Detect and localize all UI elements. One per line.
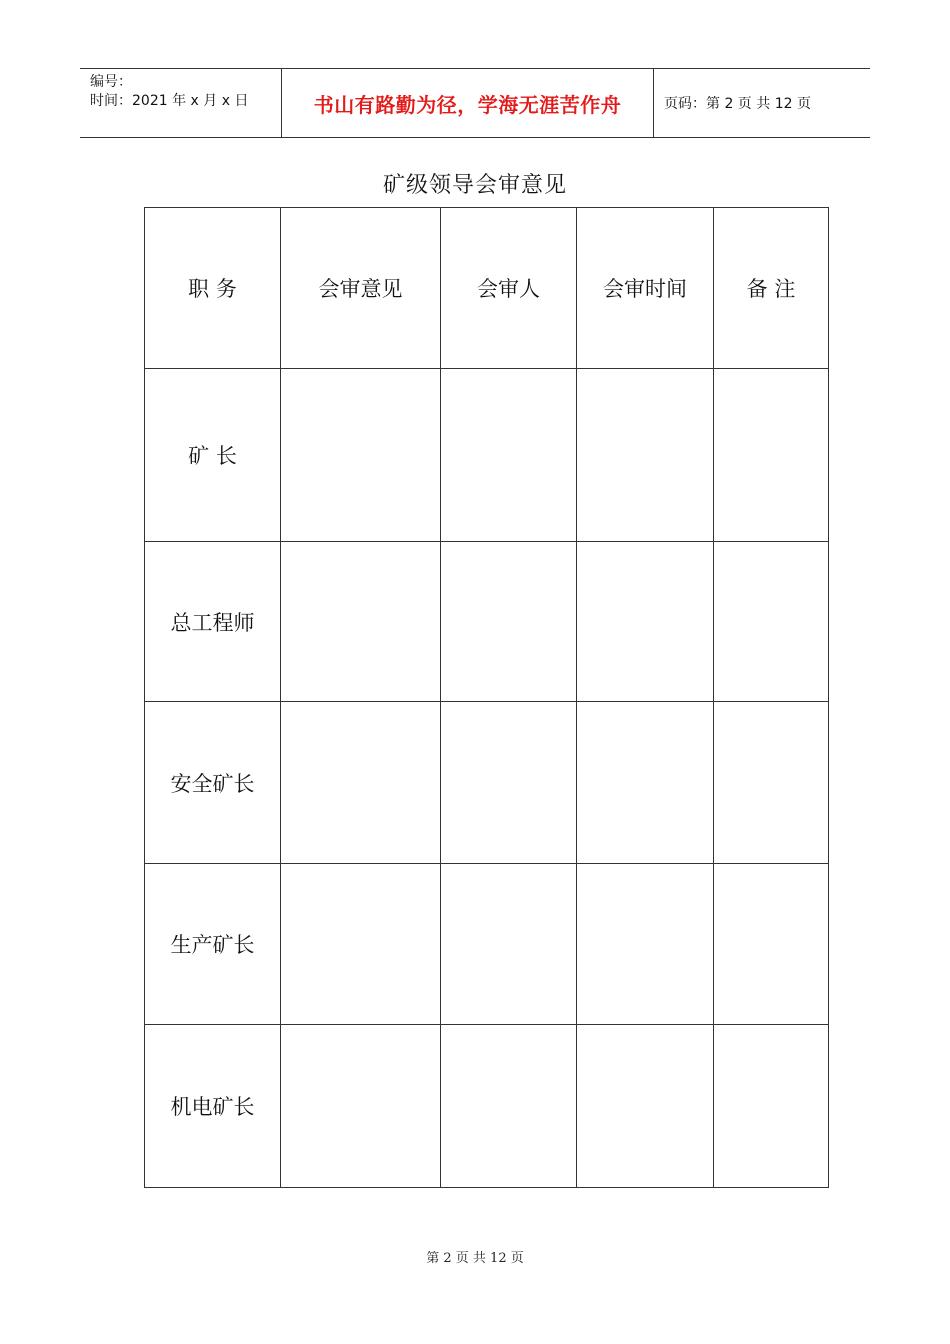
header-cell-position: 职 务 (145, 208, 281, 369)
role-cell: 生产矿长 (145, 864, 281, 1025)
reviewer-cell[interactable] (441, 864, 577, 1025)
remarks-cell[interactable] (714, 864, 829, 1025)
reviewer-cell[interactable] (441, 369, 577, 542)
opinion-cell[interactable] (281, 702, 441, 864)
review-time-cell[interactable] (577, 702, 714, 864)
remarks-cell[interactable] (714, 369, 829, 542)
header-cell-remarks: 备 注 (714, 208, 829, 369)
header-cell-review-time: 会审时间 (577, 208, 714, 369)
reviewer-cell[interactable] (441, 542, 577, 702)
page-title: 矿级领导会审意见 (382, 173, 567, 198)
review-table (144, 207, 829, 1188)
remarks-cell[interactable] (714, 542, 829, 702)
role-cell: 机电矿长 (145, 1025, 281, 1188)
reviewer-cell[interactable] (441, 1025, 577, 1188)
table-row (145, 369, 829, 542)
header-page-code: 页码：第 2 页 共 12 页 (664, 96, 811, 112)
header-motto: 书山有路勤为径，学海无涯苦作舟 (282, 69, 654, 137)
document-date: 时间：2021 年 x 月 x 日 (90, 93, 249, 109)
document-number-label: 编号： (90, 74, 132, 90)
header-cell-opinion: 会审意见 (281, 208, 441, 369)
role-cell: 总工程师 (145, 542, 281, 702)
opinion-cell[interactable] (281, 1025, 441, 1188)
review-time-cell[interactable] (577, 369, 714, 542)
opinion-cell[interactable] (281, 542, 441, 702)
opinion-cell[interactable] (281, 369, 441, 542)
header-meta (80, 69, 282, 137)
header-cell-reviewer: 会审人 (441, 208, 577, 369)
review-time-cell[interactable] (577, 542, 714, 702)
review-time-cell[interactable] (577, 1025, 714, 1188)
opinion-cell[interactable] (281, 864, 441, 1025)
document-header (80, 68, 870, 138)
table-row (145, 864, 829, 1025)
table-row (145, 702, 829, 864)
page-footer: 第 2 页 共 12 页 (426, 1251, 524, 1266)
remarks-cell[interactable] (714, 702, 829, 864)
review-time-cell[interactable] (577, 864, 714, 1025)
table-header-row (145, 208, 829, 369)
role-cell: 矿 长 (145, 369, 281, 542)
role-cell: 安全矿长 (145, 702, 281, 864)
table-row (145, 1025, 829, 1188)
reviewer-cell[interactable] (441, 702, 577, 864)
remarks-cell[interactable] (714, 1025, 829, 1188)
table-row (145, 542, 829, 702)
